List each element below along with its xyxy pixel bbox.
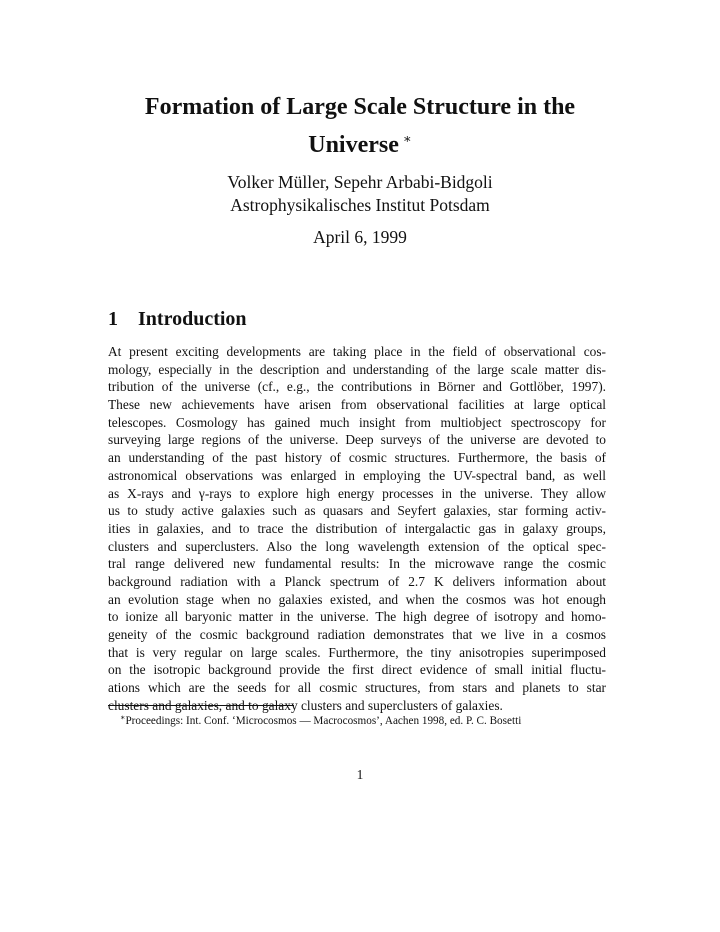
body-line: tribution of the universe (cf., e.g., the contributions in Börner and Gottlöber, 1997).: [108, 379, 606, 395]
body-line: us to study active galaxies such as quasars and Seyfert galaxies, star forming activ-: [108, 503, 606, 519]
body-line: At present exciting developments are taking place in the field of observational cos-: [108, 344, 606, 359]
body-line: clusters and galaxies, and to galaxy clusters and superclusters of galaxies.: [108, 697, 503, 713]
paper-title: [100, 92, 620, 161]
section-heading: [108, 306, 247, 332]
body-line: on the isotropic background provide the first direct evidence of small initial fluctu-: [108, 662, 606, 678]
page-number: 1: [356, 767, 364, 782]
author-affiliation: Astrophysikalisches Institut Potsdam: [230, 195, 490, 215]
body-line: ities in galaxies, and to trace the distribution of intergalactic gas in galaxy groups,: [108, 520, 606, 536]
body-line: clusters and superclusters. Also the long wavelength extension of the optical spec-: [108, 538, 606, 554]
body-line: that is very regular on large scales. Furthermore, the tiny anisotropies superimposed: [108, 644, 606, 660]
body-line: geneity of the cosmic background radiation demonstrates that we live in a cosmos: [108, 627, 606, 642]
footnote: [120, 711, 521, 728]
body-line: ations which are the seeds for all cosmic structures, from stars and planets to star: [108, 680, 606, 696]
section-number: 1: [108, 308, 118, 330]
footnote-text: Proceedings: Int. Conf. ‘Microcosmos — Macrocosmos’, Aachen 1998, ed. P. C. Bosetti: [125, 715, 522, 727]
body-line: background radiation with a Planck spectrum of 2.7 K delivers information about: [108, 573, 606, 589]
body-line: These new achievements have arisen from observational facilities at large optical: [108, 397, 606, 413]
title-line: [100, 123, 620, 161]
body-line: surveying large regions of the universe. Deep surveys of the universe are devoted to: [108, 432, 606, 448]
body-line: astronomical observations was enlarged in employing the UV-spectral band, as well: [108, 467, 606, 483]
author-block: [100, 171, 620, 217]
body-line: tral range delivered new fundamental results: In the microwave range the cosmic: [108, 556, 606, 572]
title-footnote-mark: ∗: [402, 131, 412, 146]
author-names: Volker Müller, Sepehr Arbabi-Bidgoli: [227, 172, 493, 192]
paper-date: April 6, 1999: [313, 227, 407, 247]
body-line: to ionize all baryonic matter in the universe. The high degree of isotropy and homo-: [108, 609, 606, 625]
body-line: telescopes. Cosmology has gained much insight from multiobject spectroscopy for: [108, 414, 606, 430]
title-line: Formation of Large Scale Structure in the: [144, 94, 576, 120]
footnote-mark: ∗: [120, 713, 126, 722]
body-line: an understanding of the past history of cosmic structures. Furthermore, the basis of: [108, 450, 606, 466]
body-paragraph: [108, 343, 606, 714]
body-line: as X-rays and γ-rays to explore high energy processes in the universe. They allow: [108, 485, 606, 501]
body-line: an evolution stage when no galaxies existed, and when the cosmos was hot enough: [108, 591, 606, 607]
section-title: Introduction: [138, 308, 247, 330]
footnote-rule: [108, 705, 294, 706]
body-line: mology, especially in the description and understanding of the large scale matter dis-: [108, 361, 606, 377]
title-line-text: Universe: [308, 132, 399, 158]
